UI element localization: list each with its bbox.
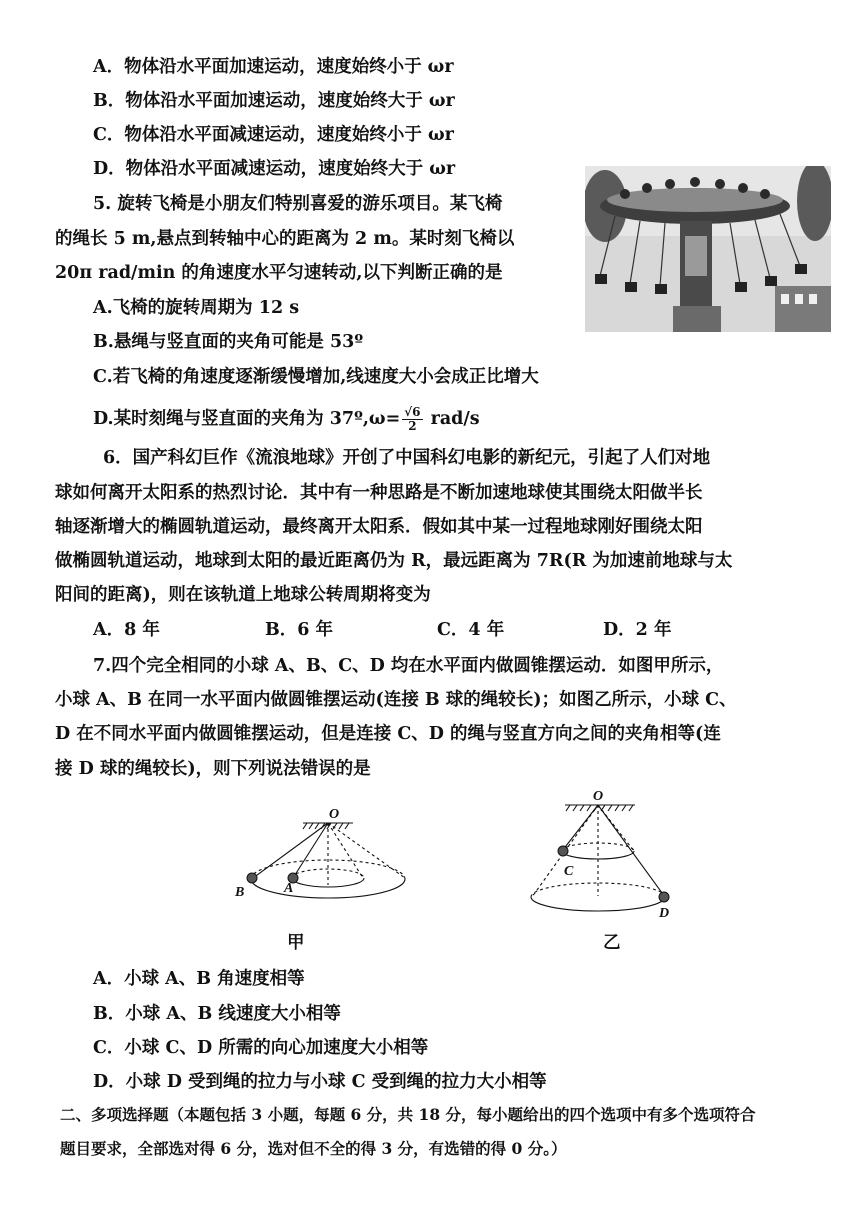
- q6-stem-line2: 球如何离开太阳系的热烈讨论．其中有一种思路是不断加速地球使其围绕太阳做半长: [55, 483, 703, 503]
- q5-option-d-text: D.某时刻绳与竖直面的夹角为 37º,ω=: [93, 409, 401, 429]
- figure-jia-caption: 甲: [287, 933, 305, 953]
- q6-option-d: D．2 年: [603, 620, 672, 640]
- q6-stem-line4: 做椭圆轨道运动，地球到太阳的最近距离仍为 R，最远距离为 7R(R 为加速前地球与太: [55, 551, 733, 571]
- q7-option-b: B．小球 A、B 线速度大小相等: [93, 1004, 341, 1024]
- q7-stem-line1: 7.四个完全相同的小球 A、B、C、D 均在水平面内做圆锥摆运动．如图甲所示，: [93, 656, 724, 676]
- q7-option-c: C．小球 C、D 所需的向心加速度大小相等: [93, 1038, 429, 1058]
- q5-stem-line3: 20π rad/min 的角速度水平匀速转动,以下判断正确的是: [55, 263, 503, 283]
- label-o: O: [593, 789, 604, 804]
- q7-stem-line4: 接 D 球的绳较长)，则下列说法错误的是: [55, 759, 371, 779]
- q7-stem-line2: 小球 A、B 在同一水平面内做圆锥摆运动(连接 B 球的绳较长)；如图乙所示，小球 C、: [55, 690, 737, 710]
- q5-option-a: A.飞椅的旋转周期为 12 s: [93, 298, 300, 318]
- q5-option-d: [93, 406, 480, 433]
- q6-option-b: B．6 年: [265, 620, 334, 640]
- q7-option-a: A．小球 A、B 角速度相等: [93, 969, 305, 989]
- fraction-denominator: 2: [408, 419, 417, 433]
- q6-option-c: C．4 年: [437, 620, 505, 640]
- q4-option-d: D．物体沿水平面减速运动，速度始终大于 ωr: [93, 159, 456, 179]
- label-a: A: [284, 881, 294, 896]
- q7-stem-line3: D 在不同水平面内做圆锥摆运动，但是连接 C、D 的绳与竖直方向之间的夹角相等(连: [55, 724, 721, 744]
- q5-option-c: C.若飞椅的角速度逐渐缓慢增加,线速度大小会成正比增大: [93, 367, 539, 387]
- swing-ride-photo: [585, 166, 831, 332]
- q6-stem-line3: 轴逐渐增大的椭圆轨道运动，最终离开太阳系．假如其中某一过程地球刚好围绕太阳: [55, 517, 703, 537]
- label-b: B: [235, 885, 245, 900]
- q5-stem-line2: 的绳长 5 m,悬点到转轴中心的距离为 2 m。某时刻飞椅以: [55, 229, 515, 249]
- section2-heading-line1: 二、多项选择题（本题包括 3 小题，每题 6 分，共 18 分，每小题给出的四个选项中有多个选项符合: [60, 1105, 756, 1124]
- figure-jia-conical-pendulum: [225, 800, 425, 930]
- label-d: D: [659, 906, 670, 921]
- q6-stem-line5: 阳间的距离)，则在该轨道上地球公转周期将变为: [55, 585, 431, 605]
- figure-yi-caption: 乙: [603, 933, 621, 953]
- q5-option-d-unit: rad/s: [424, 409, 480, 429]
- label-c: C: [564, 864, 574, 879]
- fraction-numerator: √6: [404, 405, 421, 419]
- figure-yi-conical-pendulum: [520, 783, 690, 933]
- section2-heading-line2: 题目要求，全部选对得 6 分，选对但不全的得 3 分，有选错的得 0 分。）: [60, 1139, 567, 1158]
- q5-option-d-fraction: [402, 406, 422, 433]
- q5-stem-line1: 5. 旋转飞椅是小朋友们特别喜爱的游乐项目。某飞椅: [93, 194, 503, 214]
- q7-option-d: D．小球 D 受到绳的拉力与小球 C 受到绳的拉力大小相等: [93, 1072, 547, 1092]
- q6-stem-line1: 6．国产科幻巨作《流浪地球》开创了中国科幻电影的新纪元，引起了人们对地: [103, 448, 711, 468]
- q4-option-c: C．物体沿水平面减速运动，速度始终小于 ωr: [93, 125, 454, 145]
- q4-option-a: A．物体沿水平面加速运动，速度始终小于 ωr: [93, 57, 454, 77]
- q4-option-b: B．物体沿水平面加速运动，速度始终大于 ωr: [93, 91, 455, 111]
- q6-option-a: A．8 年: [93, 620, 160, 640]
- q5-option-b: B.悬绳与竖直面的夹角可能是 53º: [93, 332, 364, 352]
- label-o: O: [329, 807, 340, 822]
